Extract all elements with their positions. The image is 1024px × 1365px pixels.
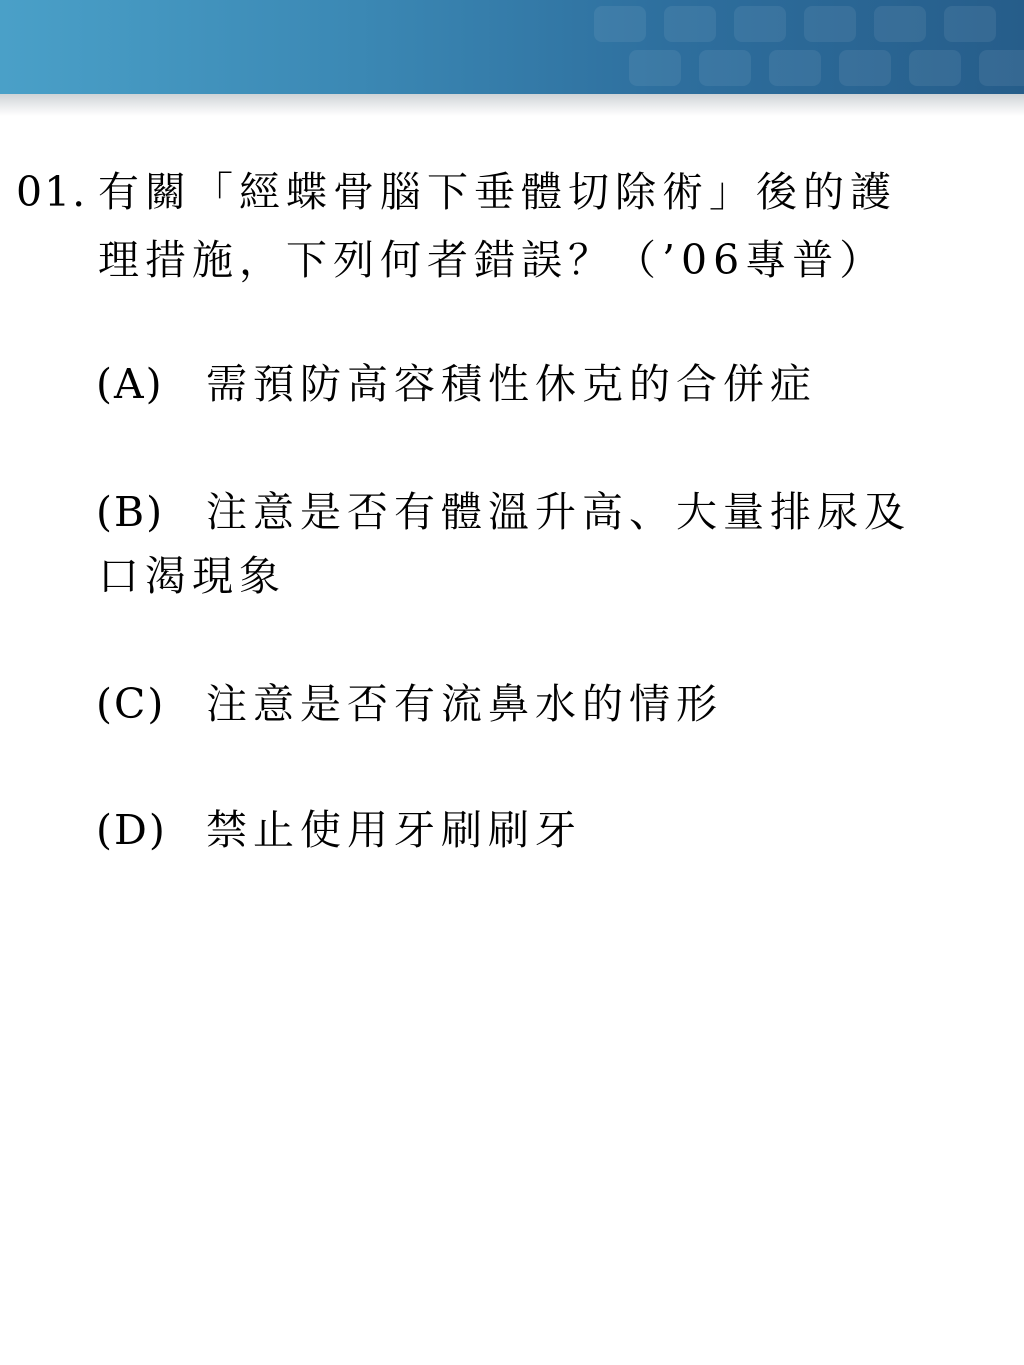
header-tile-pattern bbox=[554, 0, 1024, 94]
option-c-label: (C) bbox=[96, 680, 166, 728]
option-d-text: 禁止使用牙刷刷牙 bbox=[206, 806, 582, 854]
option-d-label: (D) bbox=[96, 806, 167, 854]
option-a-text: 需預防高容積性休克的合併症 bbox=[206, 360, 817, 408]
option-b-text-line-1: 注意是否有體溫升高、大量排尿及 bbox=[206, 488, 911, 536]
question-number: 01. bbox=[16, 168, 88, 216]
header-banner bbox=[0, 0, 1024, 94]
option-a-label: (A) bbox=[96, 360, 164, 408]
option-c-text: 注意是否有流鼻水的情形 bbox=[206, 680, 723, 728]
question-text-line-2: 理措施，下列何者錯誤？（’06專普） bbox=[98, 236, 887, 284]
option-b-text-line-2: 口渴現象 bbox=[98, 552, 286, 600]
question-text-line-1: 有關「經蝶骨腦下垂體切除術」後的護 bbox=[98, 168, 897, 216]
option-b-label: (B) bbox=[96, 488, 165, 536]
header-shadow bbox=[0, 94, 1024, 116]
